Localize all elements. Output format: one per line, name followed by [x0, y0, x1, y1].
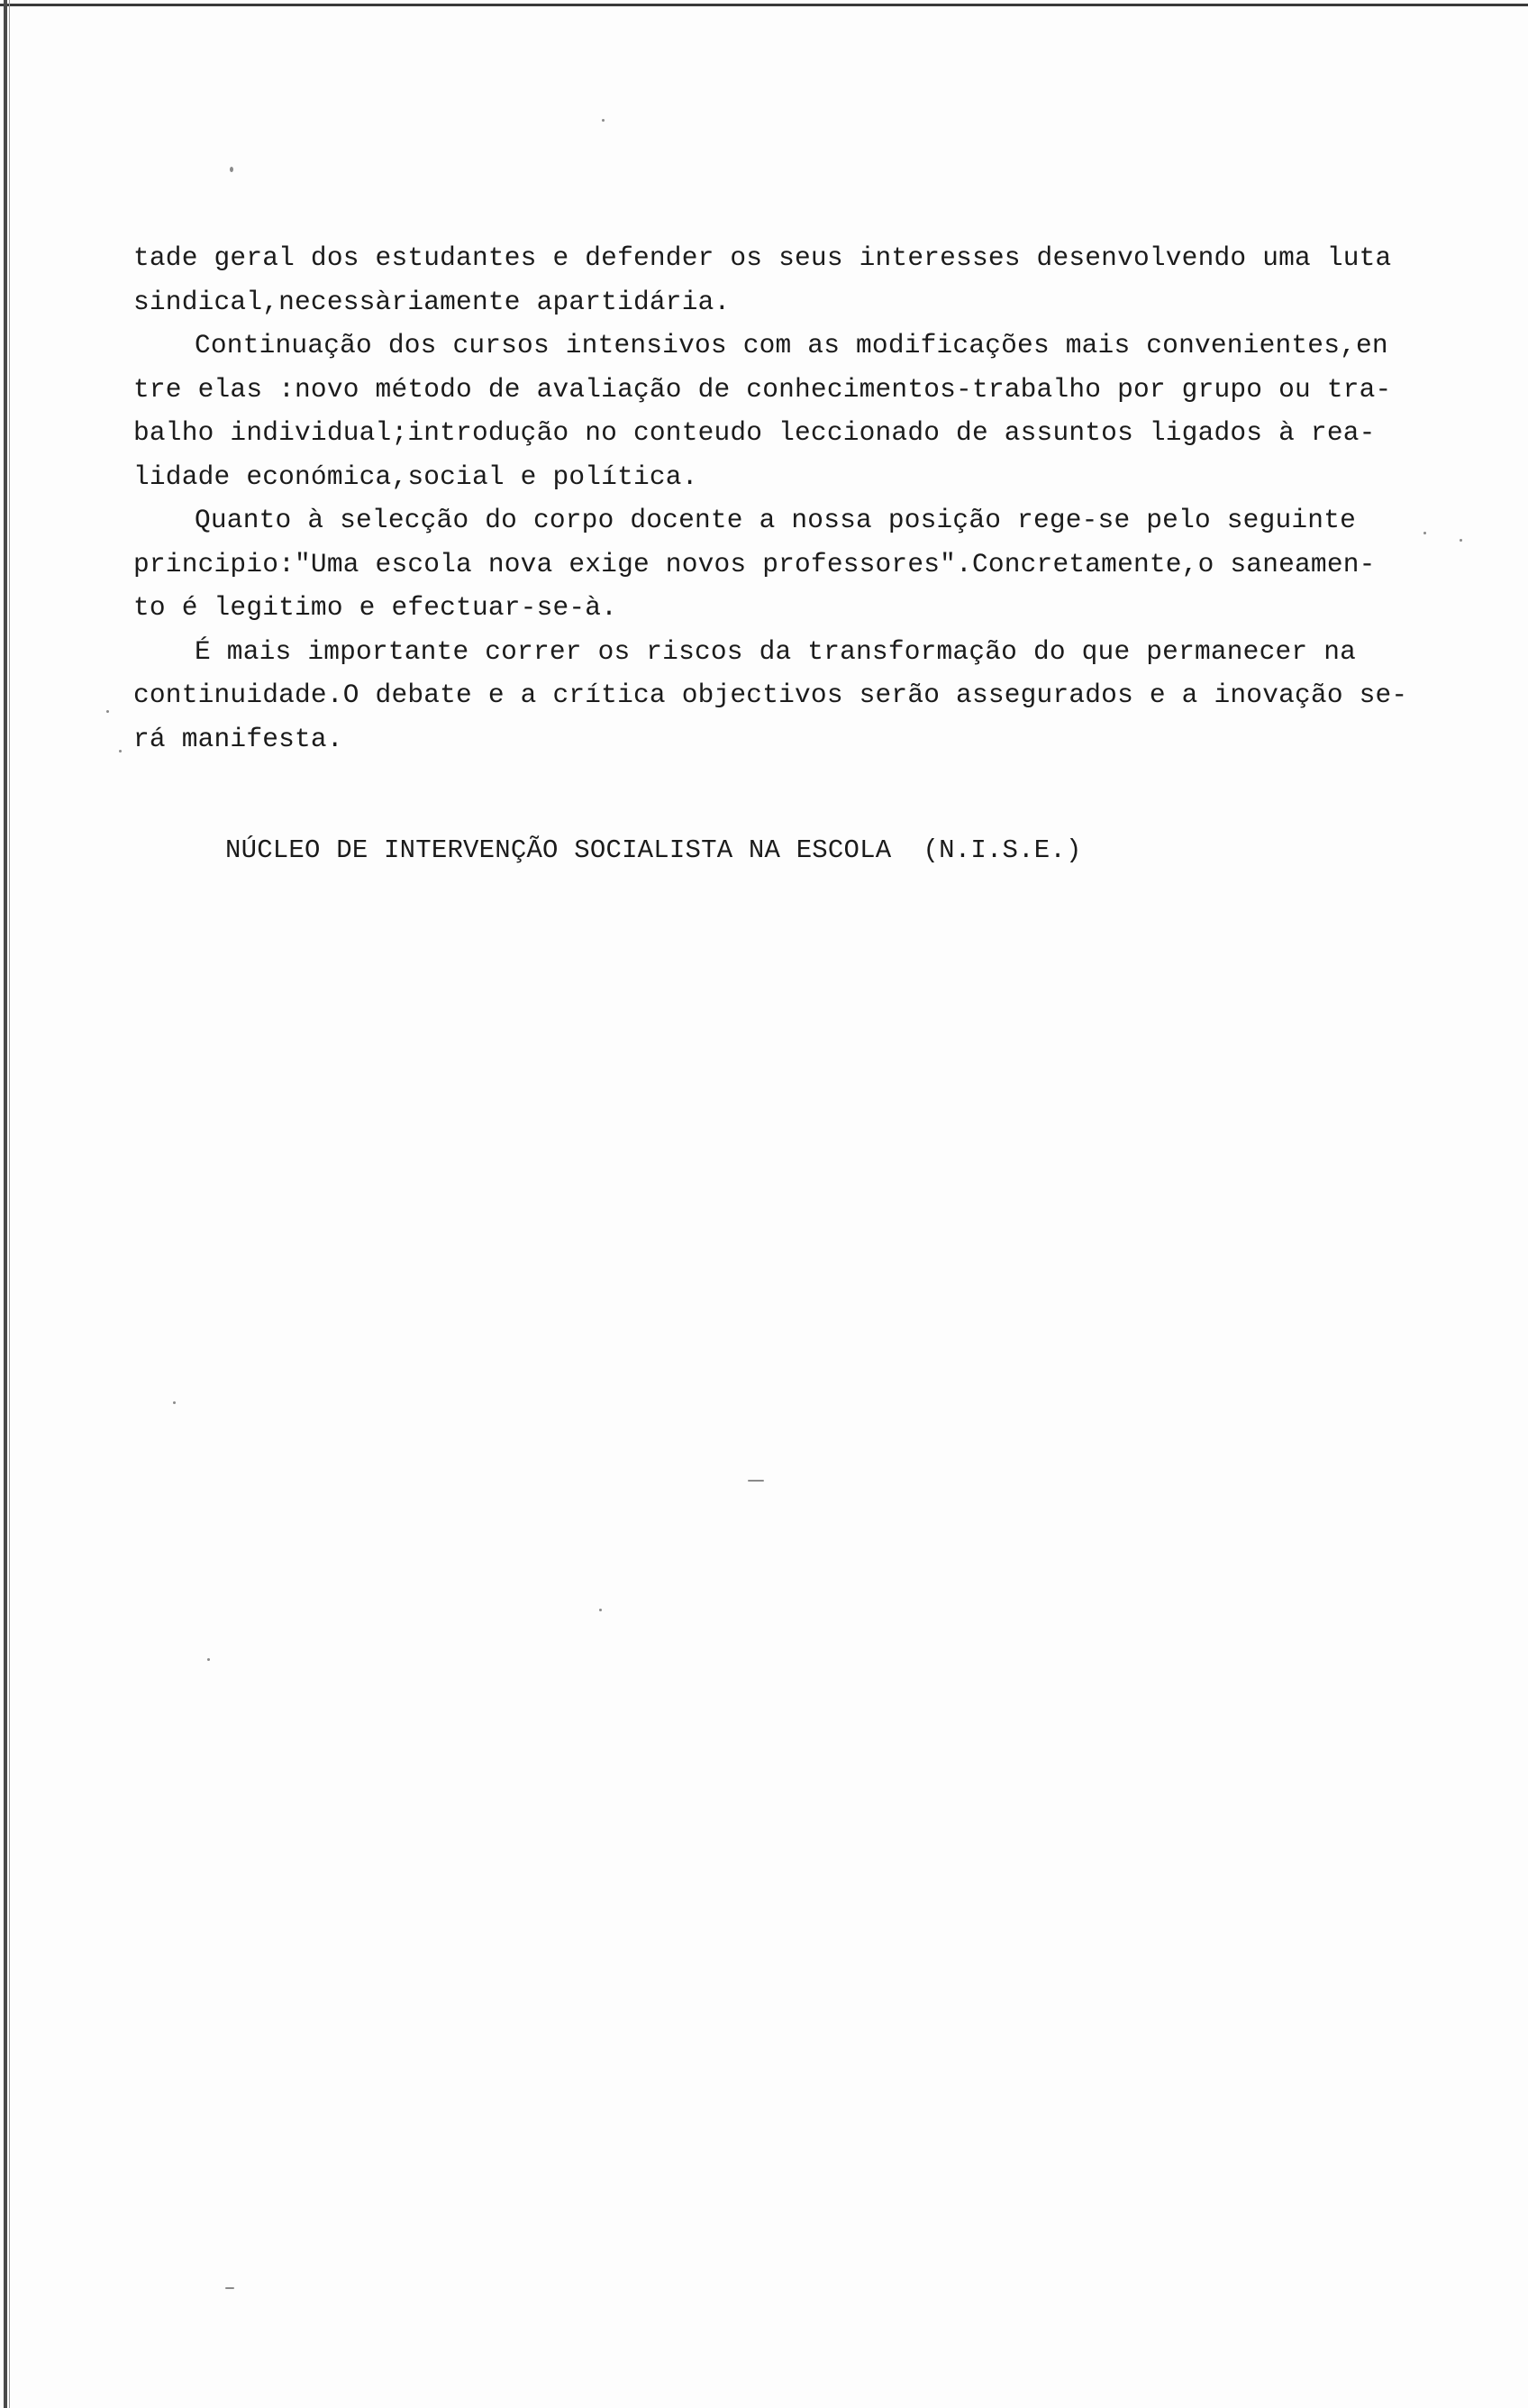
scan-left-edge-inner: [9, 0, 10, 2408]
scan-speck: [1423, 532, 1426, 534]
text-line: tade geral dos estudantes e defender os seus interesses desenvolvendo uma luta: [133, 242, 1392, 273]
text-line: principio:"Uma escola nova exige novos professores".Concretamente,o saneamen-: [133, 548, 1376, 579]
text-line: continuidade.O debate e a crítica objectivos serão assegurados e a inovação se-: [133, 680, 1408, 710]
scan-speck: [207, 1658, 210, 1661]
text-line: É mais importante correr os riscos da transformação do que permanecer na: [195, 635, 1357, 667]
text-line: lidade económica,social e política.: [133, 461, 698, 492]
scan-speck: [106, 710, 109, 713]
scan-speck: [602, 119, 605, 122]
text-line: to é legitimo e efectuar-se-à.: [133, 592, 618, 623]
scan-speck: [225, 2287, 234, 2289]
text-line: Continuação dos cursos intensivos com as modificações mais convenientes,en: [195, 330, 1388, 360]
scan-speck: [119, 750, 122, 752]
body-text: [133, 236, 1413, 761]
scan-speck: [599, 1609, 602, 1611]
scan-left-edge: [4, 0, 7, 2408]
text-line: balho individual;introdução no conteudo leccionado de assuntos ligados à rea-: [133, 417, 1376, 448]
scan-speck: [230, 167, 233, 172]
scan-speck: [1460, 539, 1462, 542]
scan-top-edge: [0, 4, 1528, 6]
text-line: sindical,necessàriamente apartidária.: [133, 286, 731, 317]
text-line: rá manifesta.: [133, 723, 343, 754]
scan-speck: [173, 1401, 176, 1404]
text-line: Quanto à selecção do corpo docente a nossa posição rege-se pelo seguinte: [195, 505, 1357, 535]
scan-speck: [748, 1480, 764, 1482]
signature-line: NÚCLEO DE INTERVENÇÃO SOCIALISTA NA ESCOLA (N.I.S.E.): [225, 835, 1082, 865]
text-line: tre elas :novo método de avaliação de conhecimentos-trabalho por grupo ou tra-: [133, 373, 1392, 405]
